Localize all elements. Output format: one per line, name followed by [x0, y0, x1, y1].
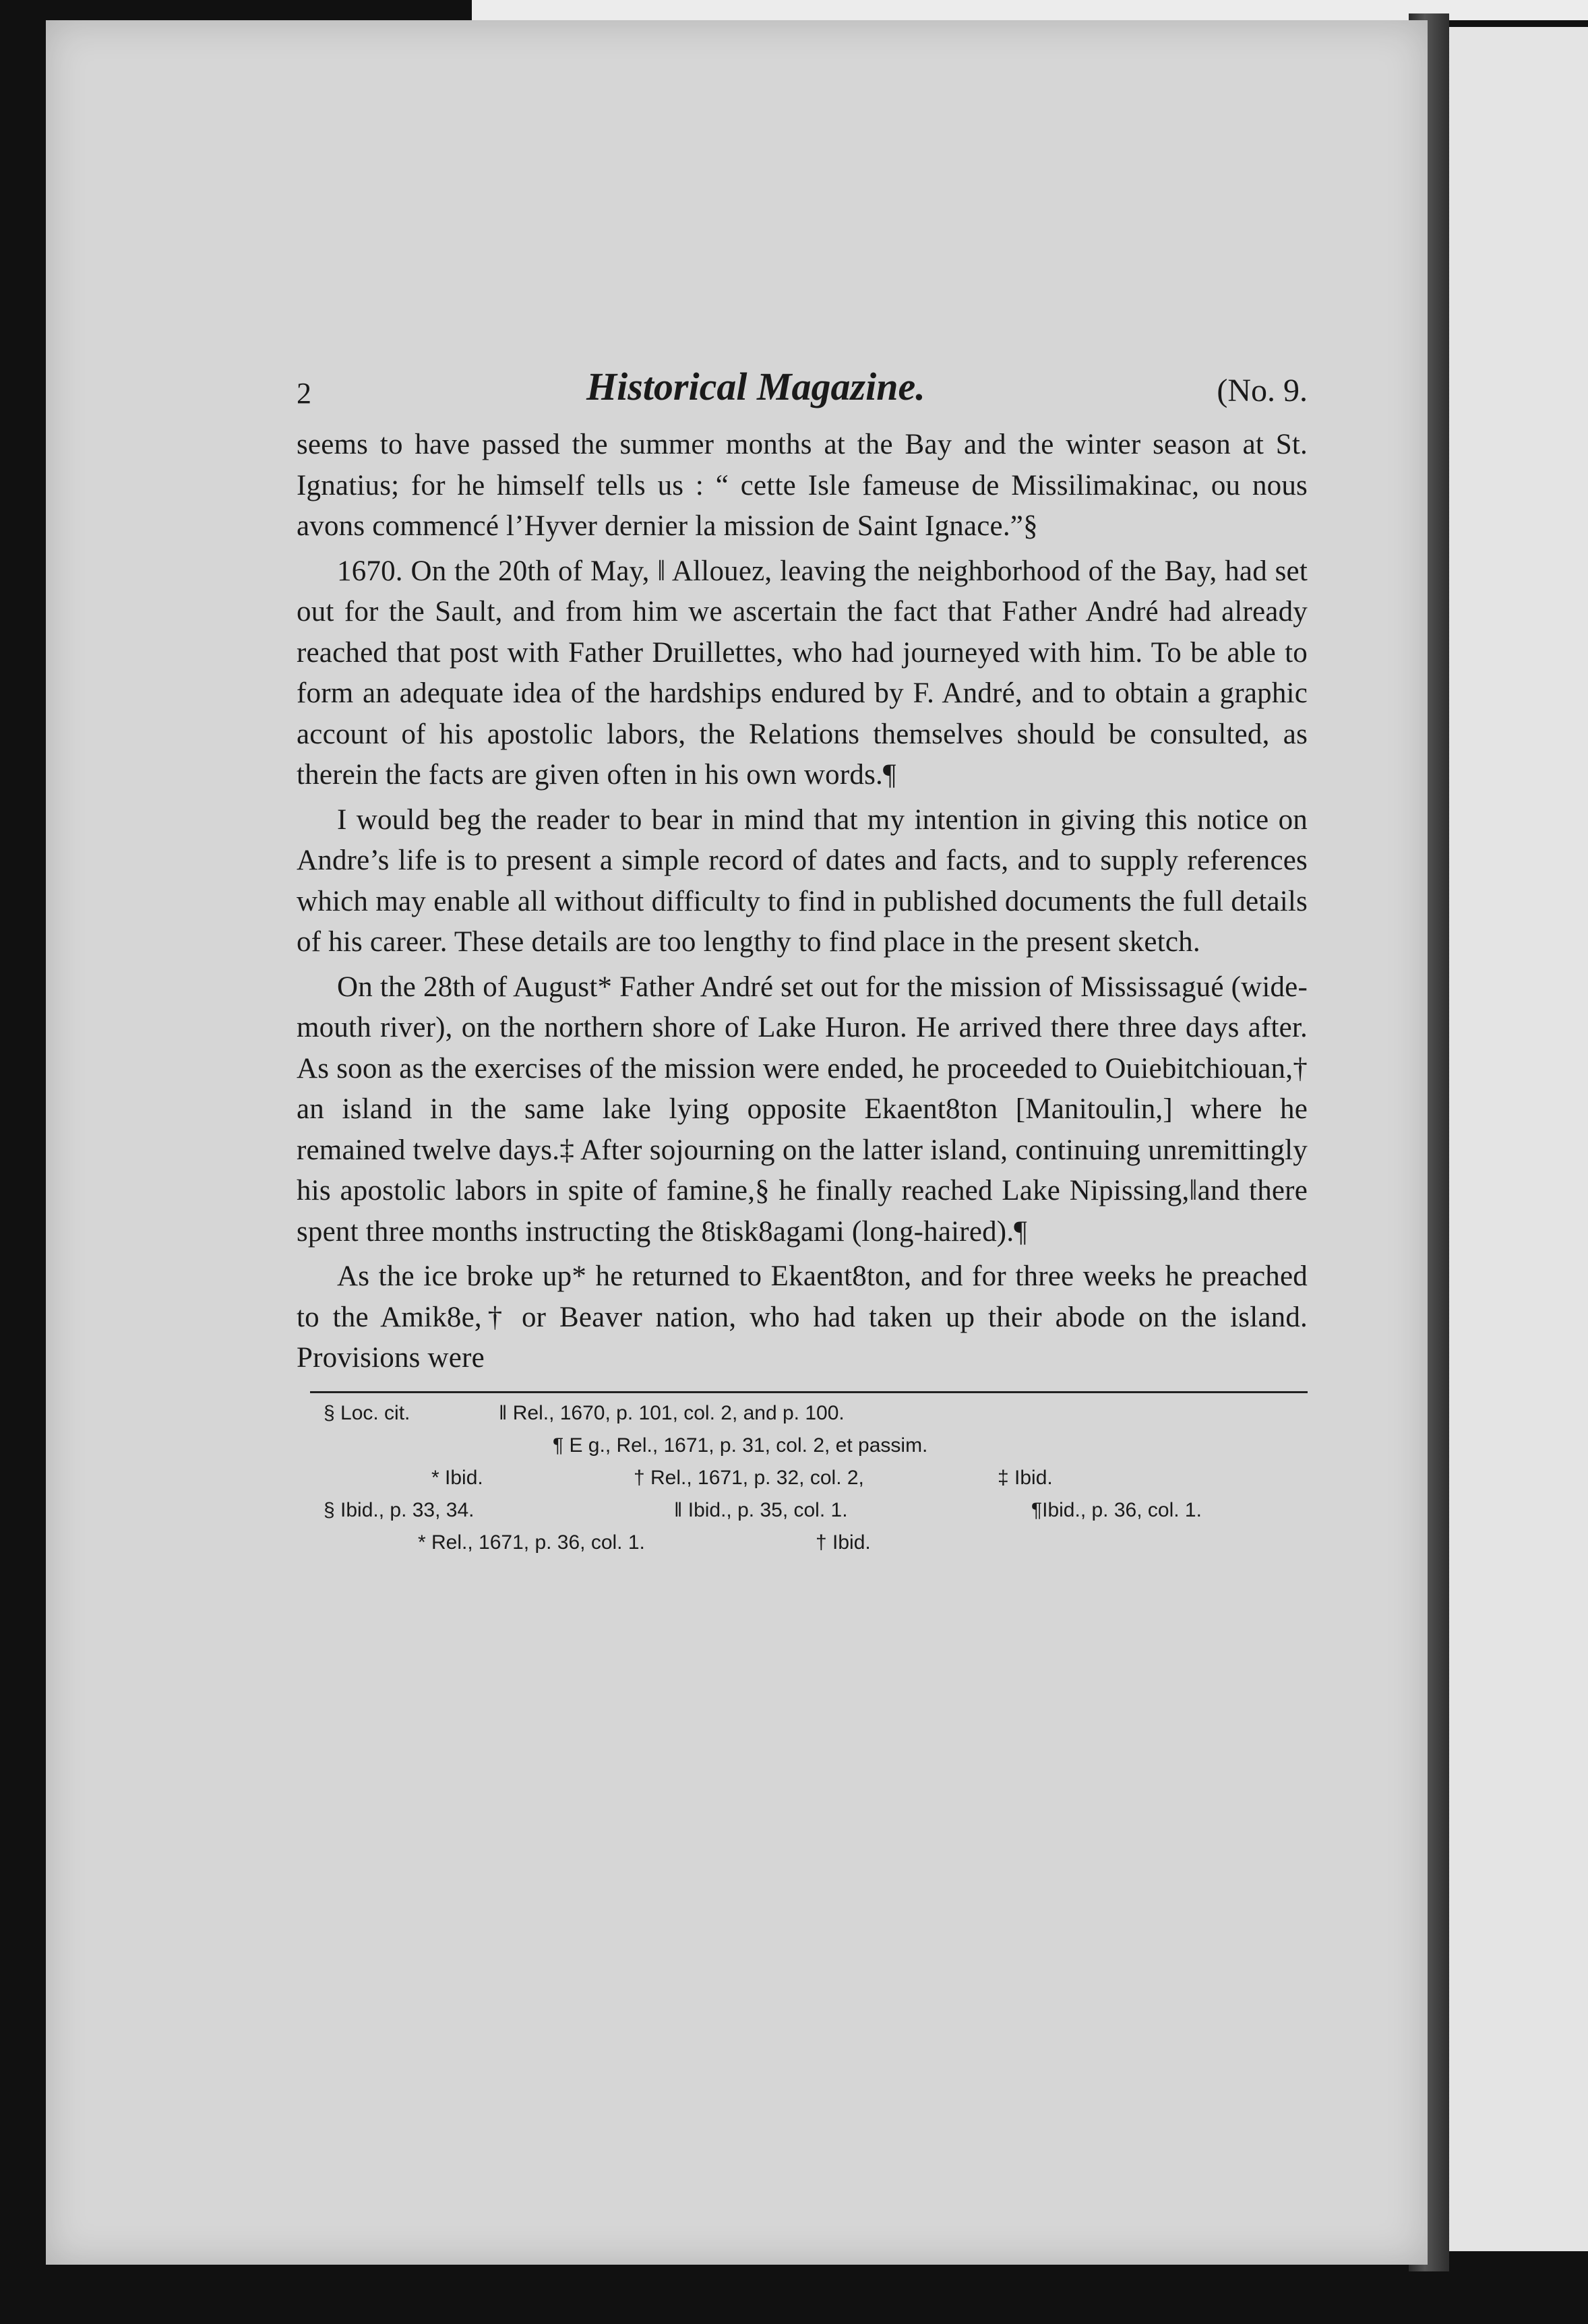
footnote: § Loc. cit.	[324, 1401, 410, 1424]
body-paragraph: As the ice broke up* he returned to Ekaent8ton, and for three weeks he preached to the Amik8e,† or Beaver nation, who had taken up their abode on the island. Provisions were	[297, 1260, 1308, 1374]
footnotes	[297, 1397, 1308, 1599]
footnote: § Ibid., p. 33, 34.	[324, 1498, 475, 1521]
journal-title: Historical Magazine.	[586, 365, 925, 408]
footnote: ‡ Ibid.	[998, 1466, 1053, 1489]
page-content	[297, 364, 1308, 1599]
body-paragraph: On the 28th of August* Father André set out for the mission of Mississagué (wide-mouth river), on the northern shore of Lake Huron. He arrived there three days after. As soon as the exercises of the mission were ended, he proceeded to Ouiebitchiouan,† an island in the same lake lying opposite Ekaent8ton [Manitoulin,] where he remained twelve days.‡ After sojourning on the latter island, continuing unremittingly his apostolic labors in spite of famine,§ he finally reached Lake Nipissing,‖and there spent three months instructing the 8tisk8agami (long-haired).¶	[297, 971, 1308, 1248]
footnote: † Rel., 1671, p. 32, col. 2,	[634, 1466, 864, 1489]
body-paragraph: I would beg the reader to bear in mind that my intention in giving this notice on Andre’s life is to present a simple record of dates and facts, and to supply references which may enable all without difficulty to find in published documents the full details of his career. These details are too lengthy to find place in the present sketch.	[297, 803, 1308, 958]
page-number: 2	[297, 377, 311, 410]
footnote: ‖ Rel., 1670, p. 101, col. 2, and p. 100.	[499, 1401, 845, 1424]
running-head	[297, 364, 1308, 425]
footnote: ¶Ibid., p. 36, col. 1.	[1031, 1498, 1202, 1521]
adjacent-page	[1449, 27, 1588, 2251]
footnote: † Ibid.	[816, 1531, 871, 1554]
footnote: ‖ Ibid., p. 35, col. 1.	[674, 1498, 848, 1521]
footnote: * Ibid.	[431, 1466, 483, 1489]
body-paragraph: seems to have passed the summer months at the Bay and the winter season at St. Ignatius; for he himself tells us : “ cette Isle fameuse de Missilimakinac, ou nous avons commencé l’Hyver dernier la mission de Saint Ignace.”§	[297, 429, 1308, 542]
footnote: * Rel., 1671, p. 36, col. 1.	[418, 1531, 645, 1554]
issue-number: (No. 9.	[1217, 373, 1308, 408]
footnote-divider	[310, 1391, 1308, 1393]
footnote: ¶ E g., Rel., 1671, p. 31, col. 2, et passim.	[553, 1434, 928, 1457]
body-paragraph: 1670. On the 20th of May, ‖ Allouez, leaving the neighborhood of the Bay, had set out for the Sault, and from him we ascertain the fact that Father André had already reached that post with Father Druillettes, who had journeyed with him. To be able to form an adequate idea of the hardships endured by F. André, and to obtain a graphic account of his apostolic labors, the Relations themselves should be consulted, as therein the facts are given often in his own words.¶	[297, 555, 1308, 791]
